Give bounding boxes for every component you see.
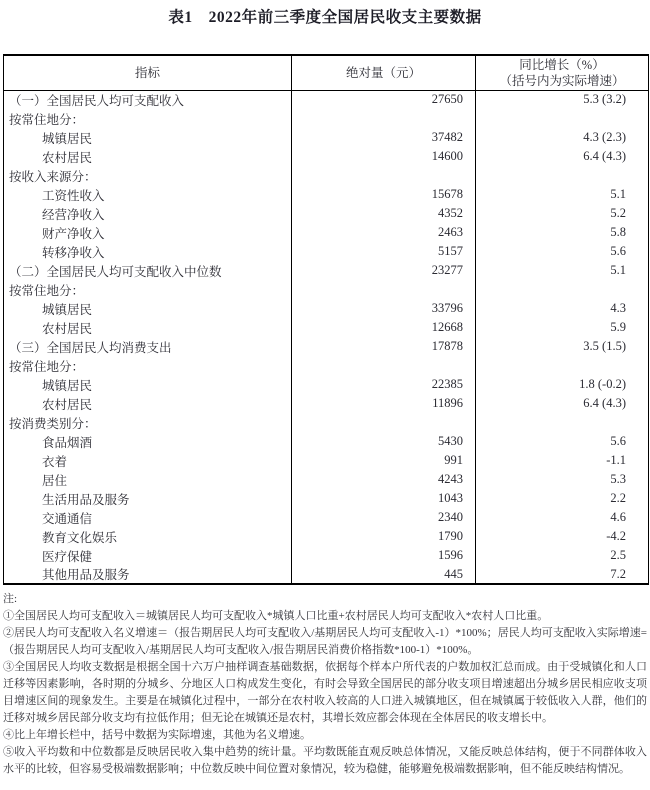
row-label: 城镇居民 xyxy=(4,128,292,147)
header-growth-line1: 同比增长（%） xyxy=(519,57,605,72)
table-body xyxy=(4,90,649,584)
row-growth: 5.9 xyxy=(610,320,626,334)
table-row xyxy=(4,261,649,280)
table-row xyxy=(4,375,649,394)
row-label: 城镇居民 xyxy=(4,299,292,318)
table-row xyxy=(4,109,649,128)
table-row xyxy=(4,432,649,451)
note-item: ⑤收入平均数和中位数都是反映居民收入集中趋势的统计量。平均数既能直观反映总体情况，又能反映总体结构，便于不同群体收入水平的比较，但容易受极端数据影响；中位数反映中间位置对象情况，较为稳健，能够避免极端数据影响，但不能反映结构情况。 xyxy=(3,746,647,775)
table-row xyxy=(4,489,649,508)
income-expenditure-table xyxy=(3,54,649,585)
row-value: 12668 xyxy=(292,318,476,337)
row-value: 991 xyxy=(292,451,476,470)
row-label: 其他用品及服务 xyxy=(4,565,292,584)
row-growth xyxy=(476,109,649,128)
table-row xyxy=(4,204,649,223)
row-value xyxy=(292,356,476,375)
note-item: ④比上年增长栏中，括号中数据为实际增速，其他为名义增速。 xyxy=(3,729,311,741)
row-label: 按常住地分： xyxy=(4,109,292,128)
row-label: 按常住地分： xyxy=(4,356,292,375)
row-label: 按收入来源分： xyxy=(4,166,292,185)
table-row xyxy=(4,318,649,337)
table-row xyxy=(4,128,649,147)
row-label: 城镇居民 xyxy=(4,375,292,394)
row-label: 农村居民 xyxy=(4,394,292,413)
page-title: 表1 2022年前三季度全国居民收支主要数据 xyxy=(168,9,482,26)
row-label: （二）全国居民人均可支配收入中位数 xyxy=(4,261,292,280)
table-row xyxy=(4,337,649,356)
row-value: 2463 xyxy=(292,223,476,242)
header-row xyxy=(4,55,649,90)
row-growth: 2.2 xyxy=(610,491,626,505)
row-growth: 6.4 (4.3) xyxy=(583,149,626,163)
row-growth: 4.6 xyxy=(610,510,626,524)
note-item: ①全国居民人均可支配收入＝城镇居民人均可支配收入*城镇人口比重+农村居民人均可支配收入*农村人口比重。 xyxy=(3,610,549,622)
table-row xyxy=(4,565,649,584)
table-row xyxy=(4,166,649,185)
table-row xyxy=(4,394,649,413)
table-row xyxy=(4,527,649,546)
table-row xyxy=(4,451,649,470)
row-value: 22385 xyxy=(292,375,476,394)
row-value: 1790 xyxy=(292,527,476,546)
row-growth: 4.3 xyxy=(610,301,626,315)
note-item: ②居民人均可支配收入名义增速＝（报告期居民人均可支配收入/基期居民人均可支配收入-1）*100%；居民人均可支配收入实际增速=（报告期居民人均可支配收入/基期居民人均可支配收入/报告期居民消费价格指数*100-1）*100%。 xyxy=(3,627,647,656)
row-growth: 5.1 xyxy=(610,187,626,201)
header-growth-line2: （括号内为实际增速） xyxy=(499,73,625,88)
row-label: 经营净收入 xyxy=(4,204,292,223)
row-label: 工资性收入 xyxy=(4,185,292,204)
row-growth xyxy=(476,413,649,432)
table-row xyxy=(4,470,649,489)
row-growth: 4.3 (2.3) xyxy=(583,130,626,144)
row-label: 食品烟酒 xyxy=(4,432,292,451)
row-growth: 2.5 xyxy=(610,548,626,562)
notes-list xyxy=(3,608,647,778)
row-growth: -4.2 xyxy=(606,529,626,543)
table-row xyxy=(4,280,649,299)
row-value xyxy=(292,109,476,128)
table-row xyxy=(4,299,649,318)
row-value: 5157 xyxy=(292,242,476,261)
header-growth xyxy=(476,55,649,90)
table-row xyxy=(4,223,649,242)
row-label: 教育文化娱乐 xyxy=(4,527,292,546)
header-absolute: 绝对量（元） xyxy=(292,55,476,90)
table-header xyxy=(4,55,649,90)
row-label: 交通通信 xyxy=(4,508,292,527)
table-row xyxy=(4,413,649,432)
table-row xyxy=(4,90,649,109)
row-growth: 5.1 xyxy=(610,263,626,277)
row-growth: 5.3 (3.2) xyxy=(583,92,626,107)
row-label: 居住 xyxy=(4,470,292,489)
row-value: 445 xyxy=(292,565,476,584)
table-row xyxy=(4,242,649,261)
row-value xyxy=(292,413,476,432)
row-value: 14600 xyxy=(292,147,476,166)
row-value: 37482 xyxy=(292,128,476,147)
row-growth xyxy=(476,280,649,299)
notes-section xyxy=(3,591,647,778)
table-row xyxy=(4,147,649,166)
row-label: （三）全国居民人均消费支出 xyxy=(4,337,292,356)
row-growth: 5.6 xyxy=(610,244,626,258)
row-growth: 5.8 xyxy=(610,225,626,239)
row-value: 4243 xyxy=(292,470,476,489)
row-label: 生活用品及服务 xyxy=(4,489,292,508)
row-label: 按常住地分： xyxy=(4,280,292,299)
row-value: 11896 xyxy=(292,394,476,413)
table-row xyxy=(4,185,649,204)
header-indicator: 指标 xyxy=(4,55,292,90)
row-label: 财产净收入 xyxy=(4,223,292,242)
notes-label: 注: xyxy=(3,593,18,605)
row-label: 农村居民 xyxy=(4,147,292,166)
row-value: 1596 xyxy=(292,546,476,565)
row-growth: 1.8 (-0.2) xyxy=(579,377,626,391)
row-label: 农村居民 xyxy=(4,318,292,337)
table-row xyxy=(4,356,649,375)
row-value: 27650 xyxy=(292,90,476,109)
row-label: 医疗保健 xyxy=(4,546,292,565)
row-growth xyxy=(476,356,649,375)
row-label: （一）全国居民人均可支配收入 xyxy=(4,90,292,109)
row-value: 23277 xyxy=(292,261,476,280)
row-value xyxy=(292,280,476,299)
row-label: 衣着 xyxy=(4,451,292,470)
row-value: 1043 xyxy=(292,489,476,508)
row-value: 17878 xyxy=(292,337,476,356)
table-row xyxy=(4,546,649,565)
row-growth: 5.3 xyxy=(610,472,626,486)
row-value: 33796 xyxy=(292,299,476,318)
row-growth: 7.2 xyxy=(610,566,626,581)
row-growth: 5.2 xyxy=(610,206,626,220)
row-label: 转移净收入 xyxy=(4,242,292,261)
row-value xyxy=(292,166,476,185)
row-growth: 5.6 xyxy=(610,434,626,448)
row-growth: 3.5 (1.5) xyxy=(583,339,626,353)
row-growth: 6.4 (4.3) xyxy=(583,396,626,410)
note-item: ③全国居民人均收支数据是根据全国十六万户抽样调查基础数据，依据每个样本户所代表的户数加权汇总而成。由于受城镇化和人口迁移等因素影响，各时期的分城乡、分地区人口构成发生变化，有时会导致全国居民的部分收支项目增速超出分城乡居民相应收支项目增速区间的现象发生。主要是在城镇化过程中，一部分在农村收入较高的人口进入城镇地区，但在城镇属于较低收入人群，他们的迁移对城乡居民部分收支均有拉低作用；但无论在城镇还是农村，其增长效应都会体现在全体居民的收支增长中。 xyxy=(3,661,647,724)
row-label: 按消费类别分： xyxy=(4,413,292,432)
row-value: 5430 xyxy=(292,432,476,451)
row-value: 4352 xyxy=(292,204,476,223)
row-value: 2340 xyxy=(292,508,476,527)
table-row xyxy=(4,508,649,527)
row-value: 15678 xyxy=(292,185,476,204)
row-growth: -1.1 xyxy=(606,453,626,467)
row-growth xyxy=(476,166,649,185)
